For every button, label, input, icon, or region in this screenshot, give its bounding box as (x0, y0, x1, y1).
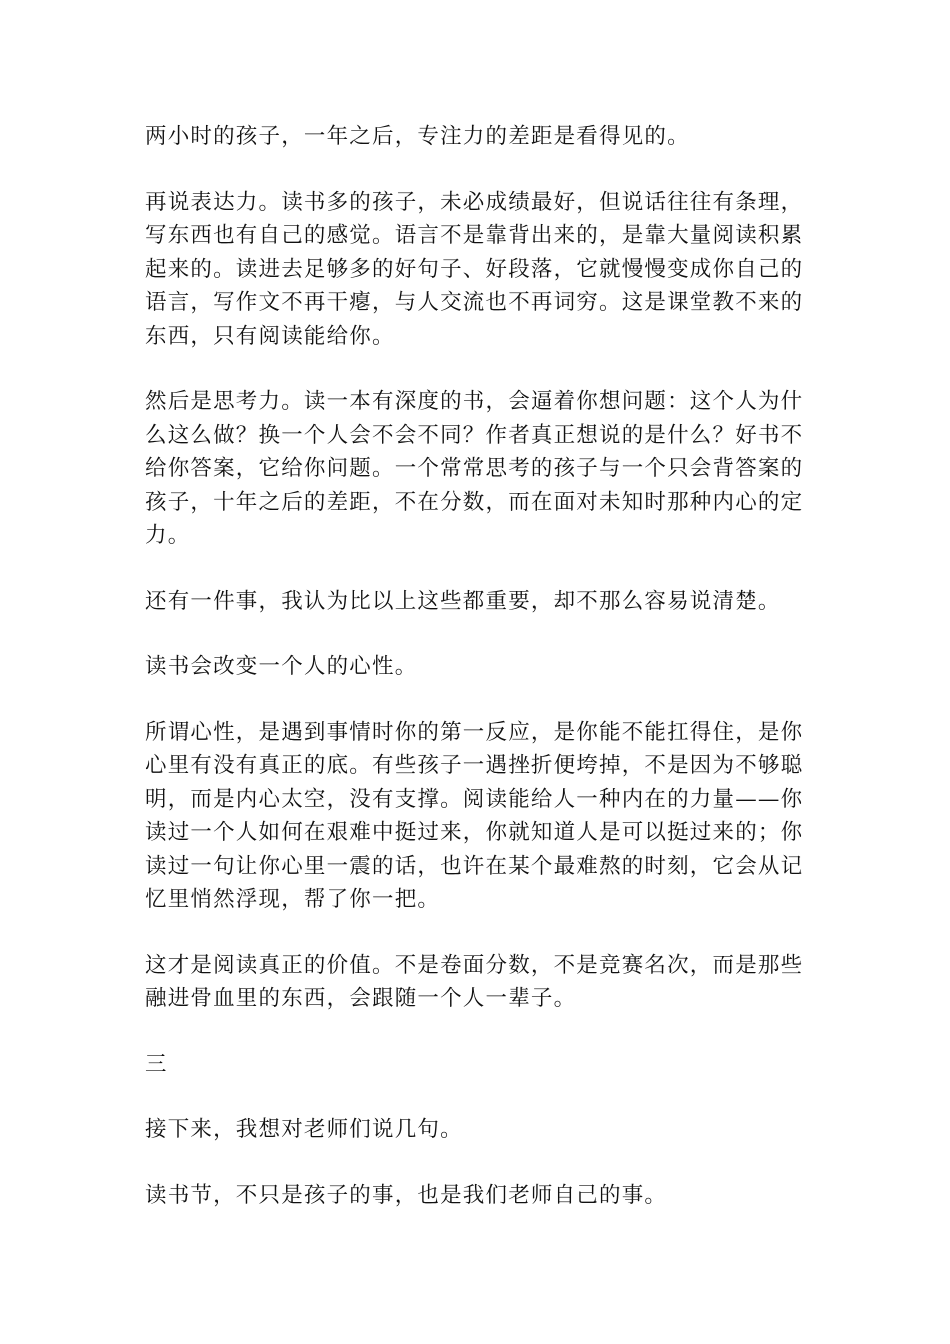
document-body (145, 120, 805, 1212)
text-line: 明，而是内心太空，没有支撑。阅读能给人一种内在的力量——你 (145, 786, 804, 812)
text-line: 东西，只有阅读能给你。 (145, 323, 395, 349)
text-line: 融进骨血里的东西，会跟随一个人一辈子。 (145, 986, 577, 1011)
text-line: 读过一句让你心里一震的话，也许在某个最难熬的时刻，它会从记 (145, 853, 804, 879)
text-line: 读过一个人如何在艰难中挺过来，你就知道人是可以挺过来的；你 (145, 820, 804, 845)
text-line: 然后是思考力。读一本有深度的书，会逼着你想问题：这个人为什 (145, 389, 804, 414)
text-line: 三 (145, 1051, 168, 1077)
text-line: 读书节，不只是孩子的事，也是我们老师自己的事。 (145, 1182, 668, 1208)
text-line: 语言，写作文不再干瘪，与人交流也不再词穷。这是课堂教不来的 (145, 290, 804, 315)
text-line: 孩子，十年之后的差距，不在分数，而在面对未知时那种内心的定 (145, 489, 804, 515)
text-line: 读书会改变一个人的心性。 (145, 654, 418, 679)
text-line: 心里有没有真正的底。有些孩子一遇挫折便垮掉，不是因为不够聪 (145, 753, 804, 778)
text-line: 忆里悄然浮现，帮了你一把。 (145, 887, 441, 912)
paragraph-reading-festival (145, 1179, 805, 1213)
paragraph-character (145, 650, 805, 684)
text-line: 起来的。读进去足够多的好句子、好段落，它就慢慢变成你自己的 (145, 256, 804, 282)
paragraph-one-more-thing (145, 585, 805, 619)
section-heading-three (145, 1048, 805, 1082)
paragraph-true-value (145, 949, 805, 1016)
paragraph-character-detail (145, 716, 805, 917)
text-line: 么这么做？换一个人会不会不同？作者真正想说的是什么？好书不 (145, 422, 804, 448)
text-line: 接下来，我想对老师们说几句。 (145, 1117, 463, 1142)
text-line: 所谓心性，是遇到事情时你的第一反应，是你能不能扛得住，是你 (145, 719, 804, 745)
text-line: 写东西也有自己的感觉。语言不是靠背出来的，是靠大量阅读积累 (145, 223, 804, 248)
text-line: 再说表达力。读书多的孩子，未必成绩最好，但说话往往有条理， (145, 189, 804, 215)
text-line: 力。 (145, 523, 191, 548)
paragraph-focus-conclusion (145, 120, 805, 154)
text-line: 还有一件事，我认为比以上这些都重要，却不那么容易说清楚。 (145, 588, 781, 614)
text-line: 给你答案，它给你问题。一个常常思考的孩子与一个只会背答案的 (145, 456, 804, 481)
paragraph-expression (145, 186, 805, 354)
paragraph-to-teachers (145, 1113, 805, 1147)
paragraph-thinking (145, 385, 805, 553)
text-line: 这才是阅读真正的价值。不是卷面分数，不是竞赛名次，而是那些 (145, 952, 804, 978)
text-line: 两小时的孩子，一年之后，专注力的差距是看得见的。 (145, 124, 690, 149)
